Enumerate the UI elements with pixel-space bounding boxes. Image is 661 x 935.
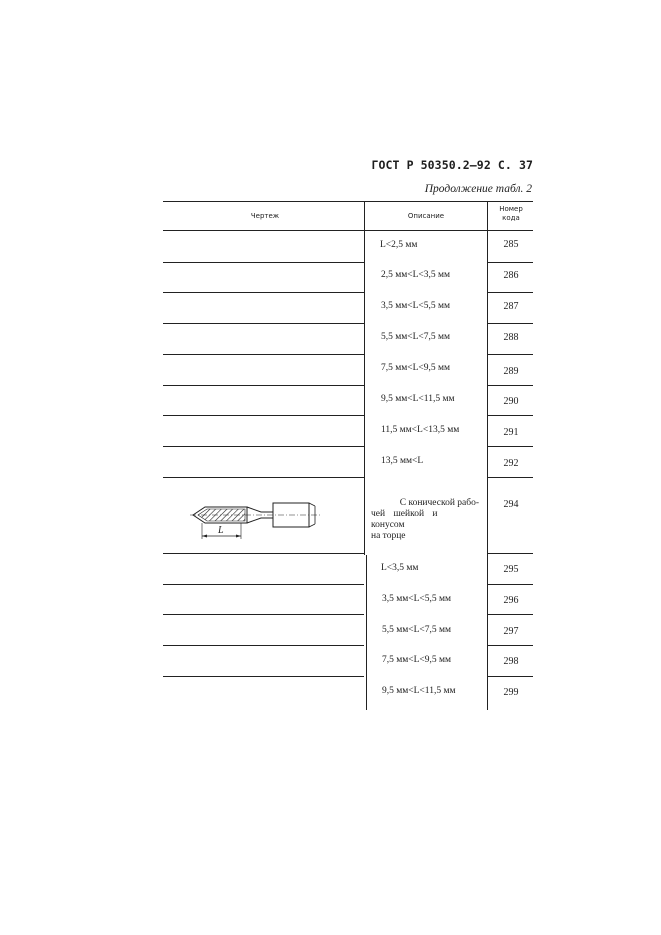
table-continuation-label: Продолжение табл. 2 — [424, 183, 532, 195]
row-separator — [487, 446, 533, 447]
row-separator — [163, 676, 364, 677]
burr-drawing — [185, 494, 325, 546]
row-separator — [487, 645, 533, 646]
row-separator — [163, 292, 364, 293]
description-cell: 2,5 мм<L<3,5 мм — [381, 270, 451, 280]
row-separator — [487, 385, 533, 386]
code-cell: 292 — [503, 458, 519, 469]
column-header-description: Описание — [407, 212, 445, 220]
column-divider-1-lower — [366, 555, 367, 710]
description-line: С конической рабо- — [399, 498, 479, 508]
description-cell: 5,5 мм<L<7,5 мм — [381, 332, 451, 342]
code-cell: 297 — [503, 626, 519, 637]
row-separator — [487, 323, 533, 324]
column-divider-1 — [364, 201, 365, 555]
description-cell: 7,5 мм<L<9,5 мм — [382, 655, 452, 665]
description-cell: 13,5 мм<L — [381, 456, 424, 466]
row-separator — [163, 415, 364, 416]
table-top-border — [163, 201, 533, 202]
row-separator — [487, 614, 533, 615]
column-divider-2 — [487, 201, 488, 710]
code-cell: 299 — [503, 687, 519, 698]
row-separator — [163, 477, 364, 478]
row-separator — [487, 584, 533, 585]
row-separator — [487, 292, 533, 293]
description-cell-multiline — [371, 498, 479, 542]
description-cell: 3,5 мм<L<5,5 мм — [381, 301, 451, 311]
code-cell: 287 — [503, 301, 519, 312]
code-cell: 288 — [503, 332, 519, 343]
row-separator — [163, 354, 364, 355]
code-cell: 291 — [503, 427, 519, 438]
table-header-bottom-border — [163, 230, 533, 231]
code-cell: 285 — [503, 239, 519, 250]
row-separator — [163, 584, 364, 585]
row-separator — [163, 323, 364, 324]
row-separator — [163, 385, 364, 386]
code-cell: 290 — [503, 396, 519, 407]
row-separator — [487, 262, 533, 263]
description-cell: 7,5 мм<L<9,5 мм — [381, 363, 451, 373]
description-line: на торце — [371, 531, 406, 541]
row-separator — [487, 477, 533, 478]
description-cell: L<2,5 мм — [380, 240, 418, 250]
column-header-code: Номер кода — [499, 205, 523, 222]
description-cell: 5,5 мм<L<7,5 мм — [382, 625, 452, 635]
description-cell: 9,5 мм<L<11,5 мм — [382, 686, 456, 696]
row-separator — [163, 262, 364, 263]
row-separator — [487, 354, 533, 355]
code-cell: 295 — [503, 564, 519, 575]
code-cell: 294 — [503, 499, 519, 510]
description-cell: 11,5 мм<L<13,5 мм — [381, 425, 460, 435]
description-cell: 3,5 мм<L<5,5 мм — [382, 594, 452, 604]
row-separator — [163, 446, 364, 447]
row-separator — [163, 614, 364, 615]
code-cell: 296 — [503, 595, 519, 606]
code-cell: 289 — [503, 366, 519, 377]
row-separator — [487, 553, 533, 554]
code-cell: 298 — [503, 656, 519, 667]
row-separator — [487, 415, 533, 416]
page-header: ГОСТ Р 50350.2—92 С. 37 — [371, 158, 533, 172]
row-separator — [487, 676, 533, 677]
dimension-label-L: L — [218, 525, 224, 536]
code-cell: 286 — [503, 270, 519, 281]
column-header-drawing: Чертеж — [250, 212, 280, 220]
row-separator — [163, 645, 364, 646]
description-cell: 9,5 мм<L<11,5 мм — [381, 394, 455, 404]
row-separator — [163, 553, 364, 554]
description-cell: L<3,5 мм — [381, 563, 419, 573]
description-line: чей шейкой и конусом — [371, 509, 438, 530]
